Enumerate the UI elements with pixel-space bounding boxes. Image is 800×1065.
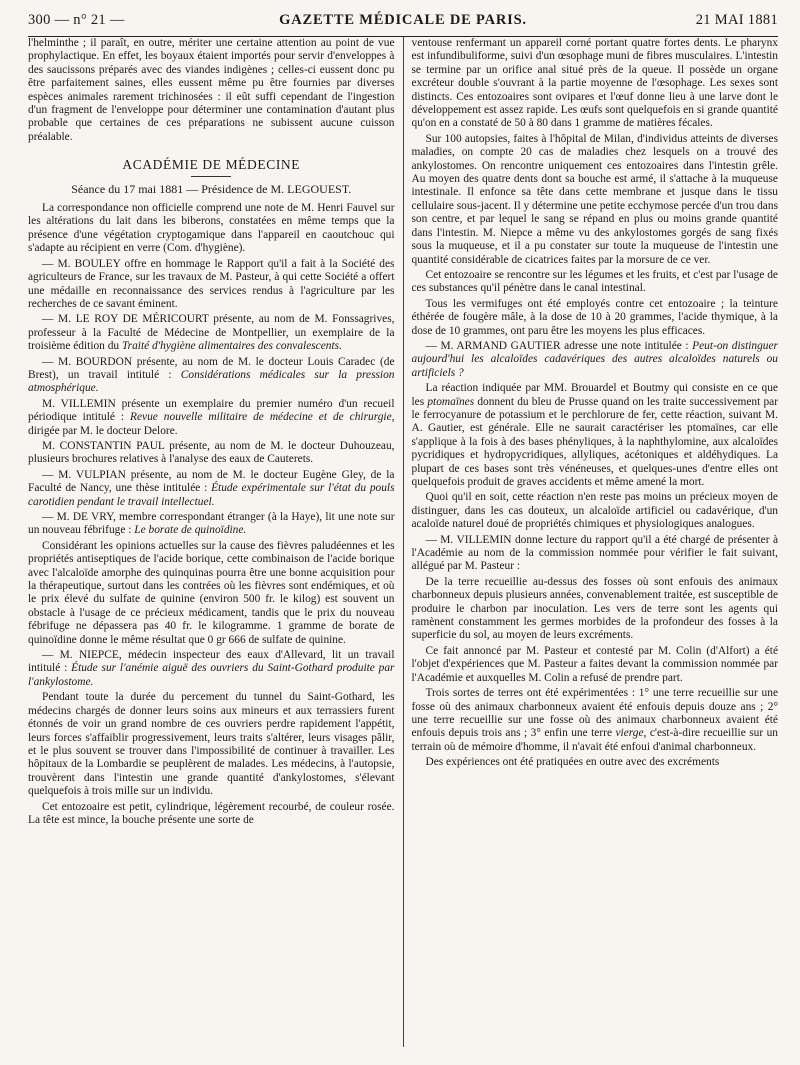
section-title: ACADÉMIE DE MÉDECINE	[122, 157, 301, 173]
paragraph-vermifuges: Tous les vermifuges ont été employés contre cet entozoaire ; la teinture éthérée de fougère mâle, à la dose de 10 à 20 grammes, l'acide thymique, à la dose de 10 grammes, ont paru être les moyens les plus efficaces.	[411, 297, 778, 337]
paragraph-reaction	[412, 382, 779, 489]
text: — M. LE ROY DE MÉRICOURT présente, au nom de M. Fonssagrives, professeur à la Faculté de Médecine de Montpellier, un exemplaire de la troisième édition du	[28, 313, 395, 353]
work-title: Traité d'hygiène alimentaires des convalescents.	[121, 340, 342, 353]
text: — M. DE VRY, membre correspondant étranger (à la Haye), lit une note sur un nouveau fébrifuge :	[28, 511, 395, 537]
left-column	[28, 37, 403, 1047]
text: La réaction indiquée par MM. Brouardel et Boutmy qui consiste en ce que les	[411, 382, 778, 408]
work-title: Étude sur l'anémie aiguë des ouvriers du Saint-Gothard produite par l'ankylostome.	[28, 662, 395, 688]
paragraph-devry	[28, 511, 395, 538]
paragraph-considerant: Considérant les opinions actuelles sur la cause des fièvres paludéennes et les propriétés antiseptiques de l'acide borique, cette combinaison de l'acide borique avec l'alcaloïde amorphe des quinquinas pourra être une bonne acquisition pour la thérapeutique, surtout dans les contrées où les fièvres sont endémiques, et où le prix élevé du sulfate de quinine (environ 500 fr. le kilog) est souvent un obstacle à l'usage de ce précieux médicament, tandis que le prix du nouveau fébrifuge ne dépassera pas 40 fr. le kilogramme. 1 gramme de borate de quinoïdine donne le même résultat que 0 gr 666 de sulfate de quinine.	[28, 539, 395, 646]
paragraph-terre: De la terre recueillie au-dessus des fosses où sont enfouis des animaux charbonneux depuis plusieurs années, convenablement traitée, est susceptible de produire le charbon par inoculation. Les vers de terre sont les agents qui ramènent constamment les germes morbides de la profondeur des fosses à la superficie du sol, au moyen de leurs excréments.	[411, 575, 778, 642]
paragraph-niepce	[28, 649, 395, 689]
work-title: Considérations médicales sur la pression atmosphérique.	[28, 368, 395, 395]
paragraph-gautier	[412, 340, 779, 380]
article-columns	[28, 37, 778, 1047]
page-number: 300 — n° 21 —	[28, 12, 125, 28]
text: — M. BOURDON présente, au nom de M. le docteur Louis Caradec (de Brest), un travail intitulé :	[28, 355, 395, 381]
work-title: Revue nouvelle militaire de médecine et de chirurgie,	[130, 411, 395, 424]
paragraph-trois	[412, 687, 779, 754]
work-title: Le borate de quinoïdine.	[134, 524, 247, 537]
emphasis: vierge,	[615, 727, 647, 740]
paragraph-legumes: Cet entozoaire se rencontre sur les légumes et les fruits, et c'est par l'usage de ces substances qu'il pénètre dans le canal intestinal.	[411, 268, 778, 295]
issue-date: 21 MAI 1881	[695, 12, 778, 28]
paragraph-cet: Cet entozoaire est petit, cylindrique, légèrement recourbé, de couleur rosée. La tête est mince, la bouche présente une sorte de	[28, 800, 395, 826]
work-title: Étude expérimentale sur l'état du pouls carotidien pendant le travail intellectuel.	[28, 482, 395, 508]
text: dirigée par M. le docteur Delore.	[28, 424, 178, 437]
paragraph-intro: l'helminthe ; il paraît, en outre, mériter une certaine attention au point de vue prophylactique. En effet, les boyaux étaient importés pour servir d'enveloppes à des saucissons préparés avec des viandes indigènes ; celles-ci eussent donc pu être parfaitement saines, elles eussent même pu être fournies par diverses espèces animales rarement trichinosées : il eût suffi cependant de l'ingestion d'un fragment de l'enveloppe pour déterminer une contamination d'autant plus probable que certaines de ces préparations ne subissent aucune cuisson préalable.	[28, 37, 395, 143]
right-column	[403, 37, 779, 1047]
paragraph-leroy	[28, 313, 395, 353]
journal-title: GAZETTE MÉDICALE DE PARIS.	[279, 12, 527, 28]
work-title: Peut-on distinguer aujourd'hui les alcaloïdes cadavériques des autres alcaloïdes naturels ou artificiels ?	[411, 339, 778, 379]
paragraph-bouley: — M. BOULEY offre en hommage le Rapport qu'il a fait à la Société des agriculteurs de France, sur les travaux de M. Pasteur, à qui cette Société a offert une médaille en reconnaissance des services rendus à l'agriculture par les recherches de ce savant éminent.	[28, 257, 395, 310]
text: donnent du bleu de Prusse quand on les traite successivement par le ferrocyanure de potassium et le perchlorure de fer, cette réaction, suivant M. A. Gautier, est générale. Elle ne saurait caractériser les ptomaïnes, car elle s'applique à la fois à des bases phényliques, à la naphthylomine, aux alcaloïdes pycridiques et hydropycridiques, allyliques, acétoniques et aldéhydiques. La plupart de ces bases sont très vénéneuses, et quelques-unes d'entre elles ont quelquefois produit de graves accidents et même amené la mort.	[411, 395, 778, 488]
paragraph-fait: Ce fait annoncé par M. Pasteur et contesté par M. Colin (d'Alfort) a été l'objet d'expériences que M. Pasteur a faites devant la commission nommée par l'Académie et auxquelles M. Colin a refusé de prendre part.	[411, 644, 778, 684]
paragraph-quoi: Quoi qu'il en soit, cette réaction n'en reste pas moins un précieux moyen de distinguer, dans les cas douteux, un alcaloïde artificiel ou cadavérique, d'un acaloïde naturel doué de propriétés chimiques et physiologiques analogues.	[411, 491, 778, 531]
page-header	[28, 12, 778, 34]
paragraph-des: Des expériences ont été pratiquées en outre avec des excréments	[425, 756, 720, 769]
seance-line: Séance du 17 mai 1881 — Présidence de M. LEGOUEST.	[71, 181, 352, 196]
text: M. VILLEMIN présente un exemplaire du premier numéro d'un recueil périodique intitulé :	[28, 397, 395, 424]
paragraph-ventouse: ventouse renfermant un appareil corné portant quatre fortes dents. Le pharynx est infundibuliforme, suivi d'un œsophage muni de fibres musculaires. L'intestin se termine par un orifice anal situé près de la queue. Il possède un organe excréteur double s'ouvrant à la partie moyenne de l'œsophage. Les sexes sont distincts. Ces entozoaires sont ovipares et l'œuf donne lieu à une larve dont le développement est assez rapide. Les œufs sont quelquefois en si grande quantité qu'on en a constaté de 50 à 80 dans 1 gramme de matières fécales.	[411, 37, 778, 130]
paragraph-constantin: M. CONSTANTIN PAUL présente, au nom de M. le docteur Duhouzeau, plusieurs brochures relatives à l'analyse des eaux de Cauterets.	[28, 439, 395, 466]
paragraph-pendant: Pendant toute la durée du percement du tunnel du Saint-Gothard, les médecins chargés de donner leurs soins aux mineurs et aux terrassiers furent étonnés de voir un grand nombre de ces ouvriers perdre rapidement l'appétit, leurs forces s'affaiblir progressivement, leurs traits s'altérer, leurs visages pâlir, et le plus souvent se trouver dans l'impossibilité de continuer à travailler. Les hôpitaux de la Lombardie se peuplèrent de malades. Les médecins, à l'autopsie, trouvèrent dans l'intestin une grande quantité d'ankylostomes, s'élevant quelquefois à trois mille sur un individu.	[28, 691, 395, 798]
text: c'est-à-dire recueillie sur un terrain où de mémoire d'homme, il n'avait été enfoui d'animal charbonneux.	[411, 727, 778, 753]
paragraph-vulpian	[28, 469, 395, 509]
text: — M. NIEPCE, médecin inspecteur des eaux d'Allevard, lit un travail intitulé :	[28, 649, 395, 675]
emphasis: ptomaïnes	[427, 395, 475, 408]
section-divider	[191, 176, 231, 177]
paragraph-autopsies: Sur 100 autopsies, faites à l'hôpital de Milan, d'individus atteints de diverses maladies, on compte 20 cas de maladies chez lesquels on a trouvé des ankylostomes. On rencontre uniquement ces entozoaires dans l'intestin grêle. Au moyen des quatre dents dont sa bouche est armé, il s'attache à la muqueuse intestinale. Il enfonce sa tête dans cette membrane et jusque dans le tissu cellulaire sous-jacent. Il y détermine une petite ecchymose percée d'un trou dans son centre, et par lequel le sang se répand en plus ou moins grande quantité dans l'intestin. M. Niepce a même vu des ankylostomes gorgés de sang fixés sous la muqueuse, et il a pu constater sur toute la muqueuse de l'intestin une quantité considérable de cicatrices faites par la morsure de ce ver.	[411, 132, 778, 266]
paragraph-bourdon	[28, 356, 395, 396]
paragraph-correspondance: La correspondance non officielle comprend une note de M. Henri Fauvel sur les altérations du lait dans les biberons, constatées en même temps que la présence d'une végétation cryptogamique dans l'appareil en caoutchouc qui s'adapte au récipient en verre (Com. d'hygiène).	[28, 202, 395, 255]
paragraph-villemin	[28, 398, 395, 438]
text: Trois sortes de terres ont été expérimentées : 1° une terre recueillie sur une fosse où des animaux charbonneux avaient été enfouis depuis douze ans ; 2° une terre recueillie sur une fosse où des animaux charbonneux avaient été enfouis depuis trois ans ; 3° enfin une terre	[411, 687, 778, 740]
text: — M. VULPIAN présente, au nom de M. le docteur Eugène Gley, de la Faculté de Nancy, une thèse intitulée :	[28, 468, 395, 495]
text: — M. ARMAND GAUTIER adresse une note intitulée :	[425, 339, 693, 352]
paragraph-villemin-rapport: — M. VILLEMIN donne lecture du rapport qu'il a été chargé de présenter à l'Académie au nom de la commission nommée pour vérifier le fait suivant, allégué par M. Pasteur :	[411, 533, 778, 573]
